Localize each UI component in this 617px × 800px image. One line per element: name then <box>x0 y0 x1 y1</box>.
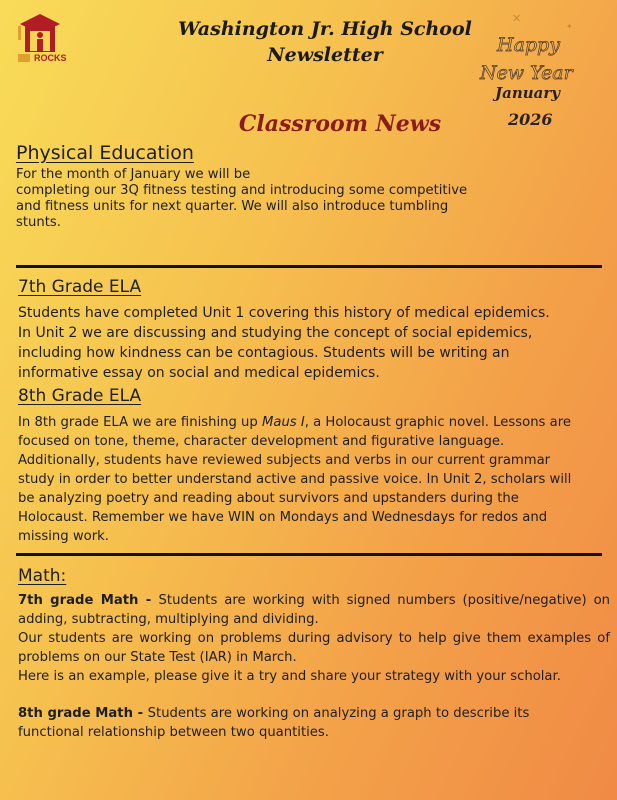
title-line-2: Newsletter <box>267 44 383 66</box>
pe-line: and fitness units for next quarter. We will also introduce tumbling <box>16 199 449 214</box>
ela8-line <box>18 413 598 432</box>
math-7th-paragraph <box>18 591 610 629</box>
pe-heading: Physical Education <box>16 142 194 164</box>
ela7-line: including how kindness can be contagious. Students will be writing an <box>18 345 510 361</box>
math-body <box>18 591 610 742</box>
logo-text: ROCKS <box>34 53 67 63</box>
ela8-line: missing work. <box>18 529 109 544</box>
school-logo <box>16 12 67 66</box>
math-8th-label: 8th grade Math - <box>18 706 148 721</box>
math-8th-paragraph <box>18 704 610 723</box>
new-year-month: January <box>495 84 560 102</box>
ela8-line1-pre: In 8th grade ELA we are finishing up <box>18 415 262 430</box>
book-title: Maus I <box>261 415 305 430</box>
ela7-line: In Unit 2 we are discussing and studying the concept of social epidemics, <box>18 325 533 341</box>
divider <box>16 265 602 268</box>
pe-line: completing our 3Q fitness testing and introducing some competitive <box>16 183 468 198</box>
new-year-year: 2026 <box>508 110 553 129</box>
math-advisory-text: Our students are working on problems during advisory to help give them examples of problems on our State Test (IAR) in March. <box>18 631 610 665</box>
math-8th-line1: Students are working on analyzing a graph to describe its <box>147 706 530 721</box>
pe-line: stunts. <box>16 215 61 230</box>
section-heading: Classroom News <box>238 111 442 137</box>
math-7th-label: 7th grade Math - <box>18 593 159 608</box>
pe-line: For the month of January we will be <box>16 167 251 182</box>
pe-body <box>16 167 516 231</box>
newsletter-title <box>150 16 500 68</box>
ela7-body <box>18 303 598 383</box>
ela7-line: informative essay on social and medical epidemics. <box>18 365 380 381</box>
ela8-line: focused on tone, theme, character development and figurative language. <box>18 434 505 449</box>
math-7th-text: Students are working with signed numbers (positive/negative) on adding, subtracting, multiplying and dividing. <box>18 593 610 627</box>
ela8-line: be analyzing poetry and reading about survivors and upstanders during the <box>18 491 519 506</box>
ela8-line: Holocaust. Remember we have WIN on Mondays and Wednesdays for redos and <box>18 510 548 525</box>
new-year-text: New Year <box>480 62 573 84</box>
ela8-line1-post: , a Holocaust graphic novel. Lessons are <box>304 415 571 430</box>
spacer <box>18 686 610 704</box>
sparkle-icon: ✕ <box>512 12 522 25</box>
ela8-body <box>18 413 598 546</box>
divider <box>16 553 602 556</box>
math-heading: Math: <box>18 566 67 586</box>
sparkle-icon: ✦ <box>566 22 573 31</box>
ela8-heading: 8th Grade ELA <box>18 386 142 406</box>
title-line-1: Washington Jr. High School <box>178 18 472 40</box>
ela8-line: study in order to better understand active and passive voice. In Unit 2, scholars will <box>18 472 572 487</box>
ela7-line: Students have completed Unit 1 covering this history of medical epidemics. <box>18 305 550 321</box>
ela7-heading: 7th Grade ELA <box>18 277 142 297</box>
math-8th-line2: functional relationship between two quantities. <box>18 725 329 740</box>
new-year-happy: Happy <box>497 34 560 56</box>
math-example-text: Here is an example, please give it a try and share your strategy with your scholar. <box>18 669 561 684</box>
ela8-line: Additionally, students have reviewed subjects and verbs in our current grammar <box>18 453 551 468</box>
